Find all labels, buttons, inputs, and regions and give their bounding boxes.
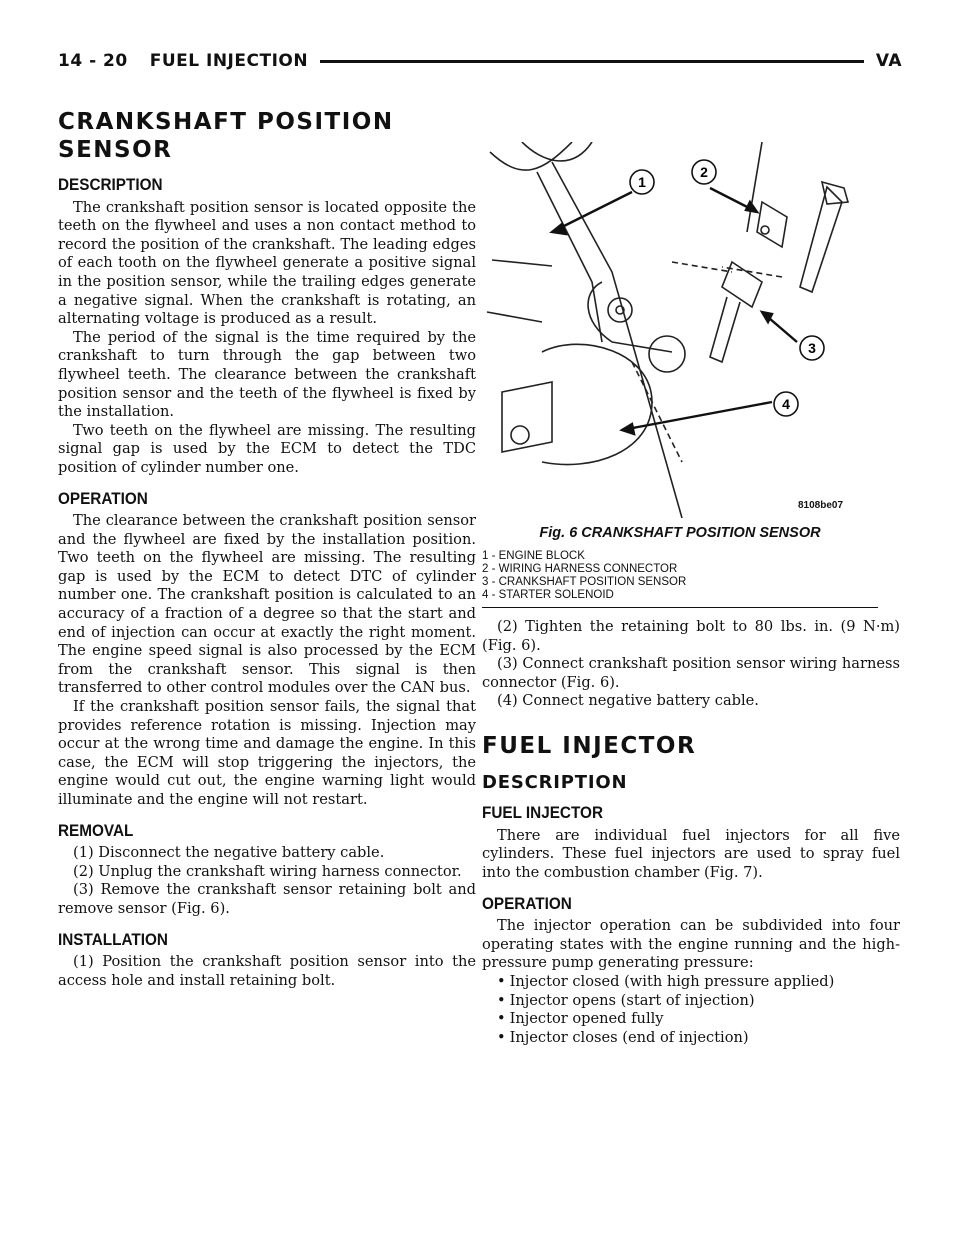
list-item: • Injector opened fully [497, 1010, 900, 1029]
removal-step: (1) Disconnect the negative battery cable. [73, 844, 385, 862]
header-rule [320, 60, 864, 63]
operation-paragraph: If the crankshaft position sensor fails, the signal that provides reference rotation is missing. Injection may occur at the wrong time and damage the engine. In this case, the ECM will stop triggering the injectors, the engine would cut out, the engine warning light would illuminate and the engine will not restart. [58, 698, 476, 808]
callout-3-label: 3 [808, 340, 816, 356]
description-paragraph: The crankshaft position sensor is located opposite the teeth on the flywheel and uses a non contact method to record the position of the crankshaft. The leading edges of each tooth on the flywheel generate a positive signal in the position sensor, while the trailing edges generate a negative signal. When the crankshaft is rotating, an alternating voltage is produced as a result. [58, 198, 476, 328]
manual-code: VA [875, 51, 902, 71]
right-column [482, 618, 900, 1047]
operation-heading: OPERATION [58, 488, 148, 508]
callout-2-label: 2 [700, 164, 708, 180]
description-paragraph: Two teeth on the flywheel are missing. The resulting signal gap is used by the ECM to detect the TDC position of cylinder number one. [58, 421, 476, 476]
callout-1-label: 1 [638, 174, 646, 190]
left-column [58, 108, 476, 990]
removal-step: (3) Remove the crankshaft sensor retaining bolt and remove sensor (Fig. 6). [58, 881, 476, 917]
injector-operation-heading: OPERATION [482, 893, 572, 913]
removal-step: (2) Unplug the crankshaft wiring harness connector. [73, 862, 462, 880]
crankshaft-title: CRANKSHAFT POSITION SENSOR [58, 109, 394, 163]
installation-step: (2) Tighten the retaining bolt to 80 lbs. in. (9 N·m) (Fig. 6). [482, 618, 900, 654]
list-item: • Injector closed (with high pressure applied) [497, 973, 900, 992]
injector-description: There are individual fuel injectors for all five cylinders. These fuel injectors are used to spray fuel into the combustion chamber (Fig. 7). [482, 826, 900, 881]
removal-heading: REMOVAL [58, 820, 134, 840]
list-item: • Injector opens (start of injection) [497, 992, 900, 1011]
legend-item: 4 - STARTER SOLENOID [482, 589, 614, 601]
page-number: 14 - 20 [58, 51, 128, 71]
figure-caption: Fig. 6 CRANKSHAFT POSITION SENSOR [539, 525, 821, 541]
figure-drawing [482, 142, 878, 518]
installation-step: (4) Connect negative battery cable. [497, 692, 759, 710]
page-header [58, 46, 902, 76]
fuel-injector-title: FUEL INJECTOR [482, 732, 697, 759]
installation-step: (1) Position the crankshaft position sensor into the access hole and install retaining bolt. [58, 953, 476, 989]
installation-heading: INSTALLATION [58, 929, 168, 949]
injector-subheading: FUEL INJECTOR [482, 803, 604, 823]
list-item: • Injector closes (end of injection) [497, 1029, 900, 1048]
callout-4-label: 4 [782, 396, 790, 412]
legend-item: 3 - CRANKSHAFT POSITION SENSOR [482, 576, 687, 588]
figure-legend [482, 550, 878, 608]
legend-item: 2 - WIRING HARNESS CONNECTOR [482, 563, 678, 575]
legend-item: 1 - ENGINE BLOCK [482, 550, 585, 562]
description-paragraph: The period of the signal is the time required by the crankshaft to turn through the gap between two flywheel teeth. The clearance between the crankshaft position sensor and the teeth of the flywheel is fixed by the installation. [58, 328, 476, 421]
operation-list [482, 973, 900, 1047]
description-heading: DESCRIPTION [58, 175, 163, 194]
installation-step: (3) Connect crankshaft position sensor wiring harness connector (Fig. 6). [482, 655, 900, 691]
injector-operation: The injector operation can be subdivided into four operating states with the engine running and the high-pressure pump generating pressure: [482, 917, 900, 972]
crankshaft-sensor-figure [482, 142, 878, 518]
section-title: FUEL INJECTION [149, 51, 309, 71]
legend-rule [482, 607, 878, 608]
figure-id: 8108be07 [798, 500, 844, 511]
injector-description-heading: DESCRIPTION [482, 771, 628, 793]
operation-paragraph: The clearance between the crankshaft position sensor and the flywheel are fixed by the installation position. Two teeth on the flywheel are missing. The resulting gap is used by the ECM to detect DTC of cylinder number one. The crankshaft position is calculated to an accuracy of a fraction of a degree so that the start and end of injection can occur at exactly the right moment. The engine speed signal is also processed by the ECM from the crankshaft sensor. This signal is then transferred to other control modules over the CAN bus. [58, 512, 476, 697]
